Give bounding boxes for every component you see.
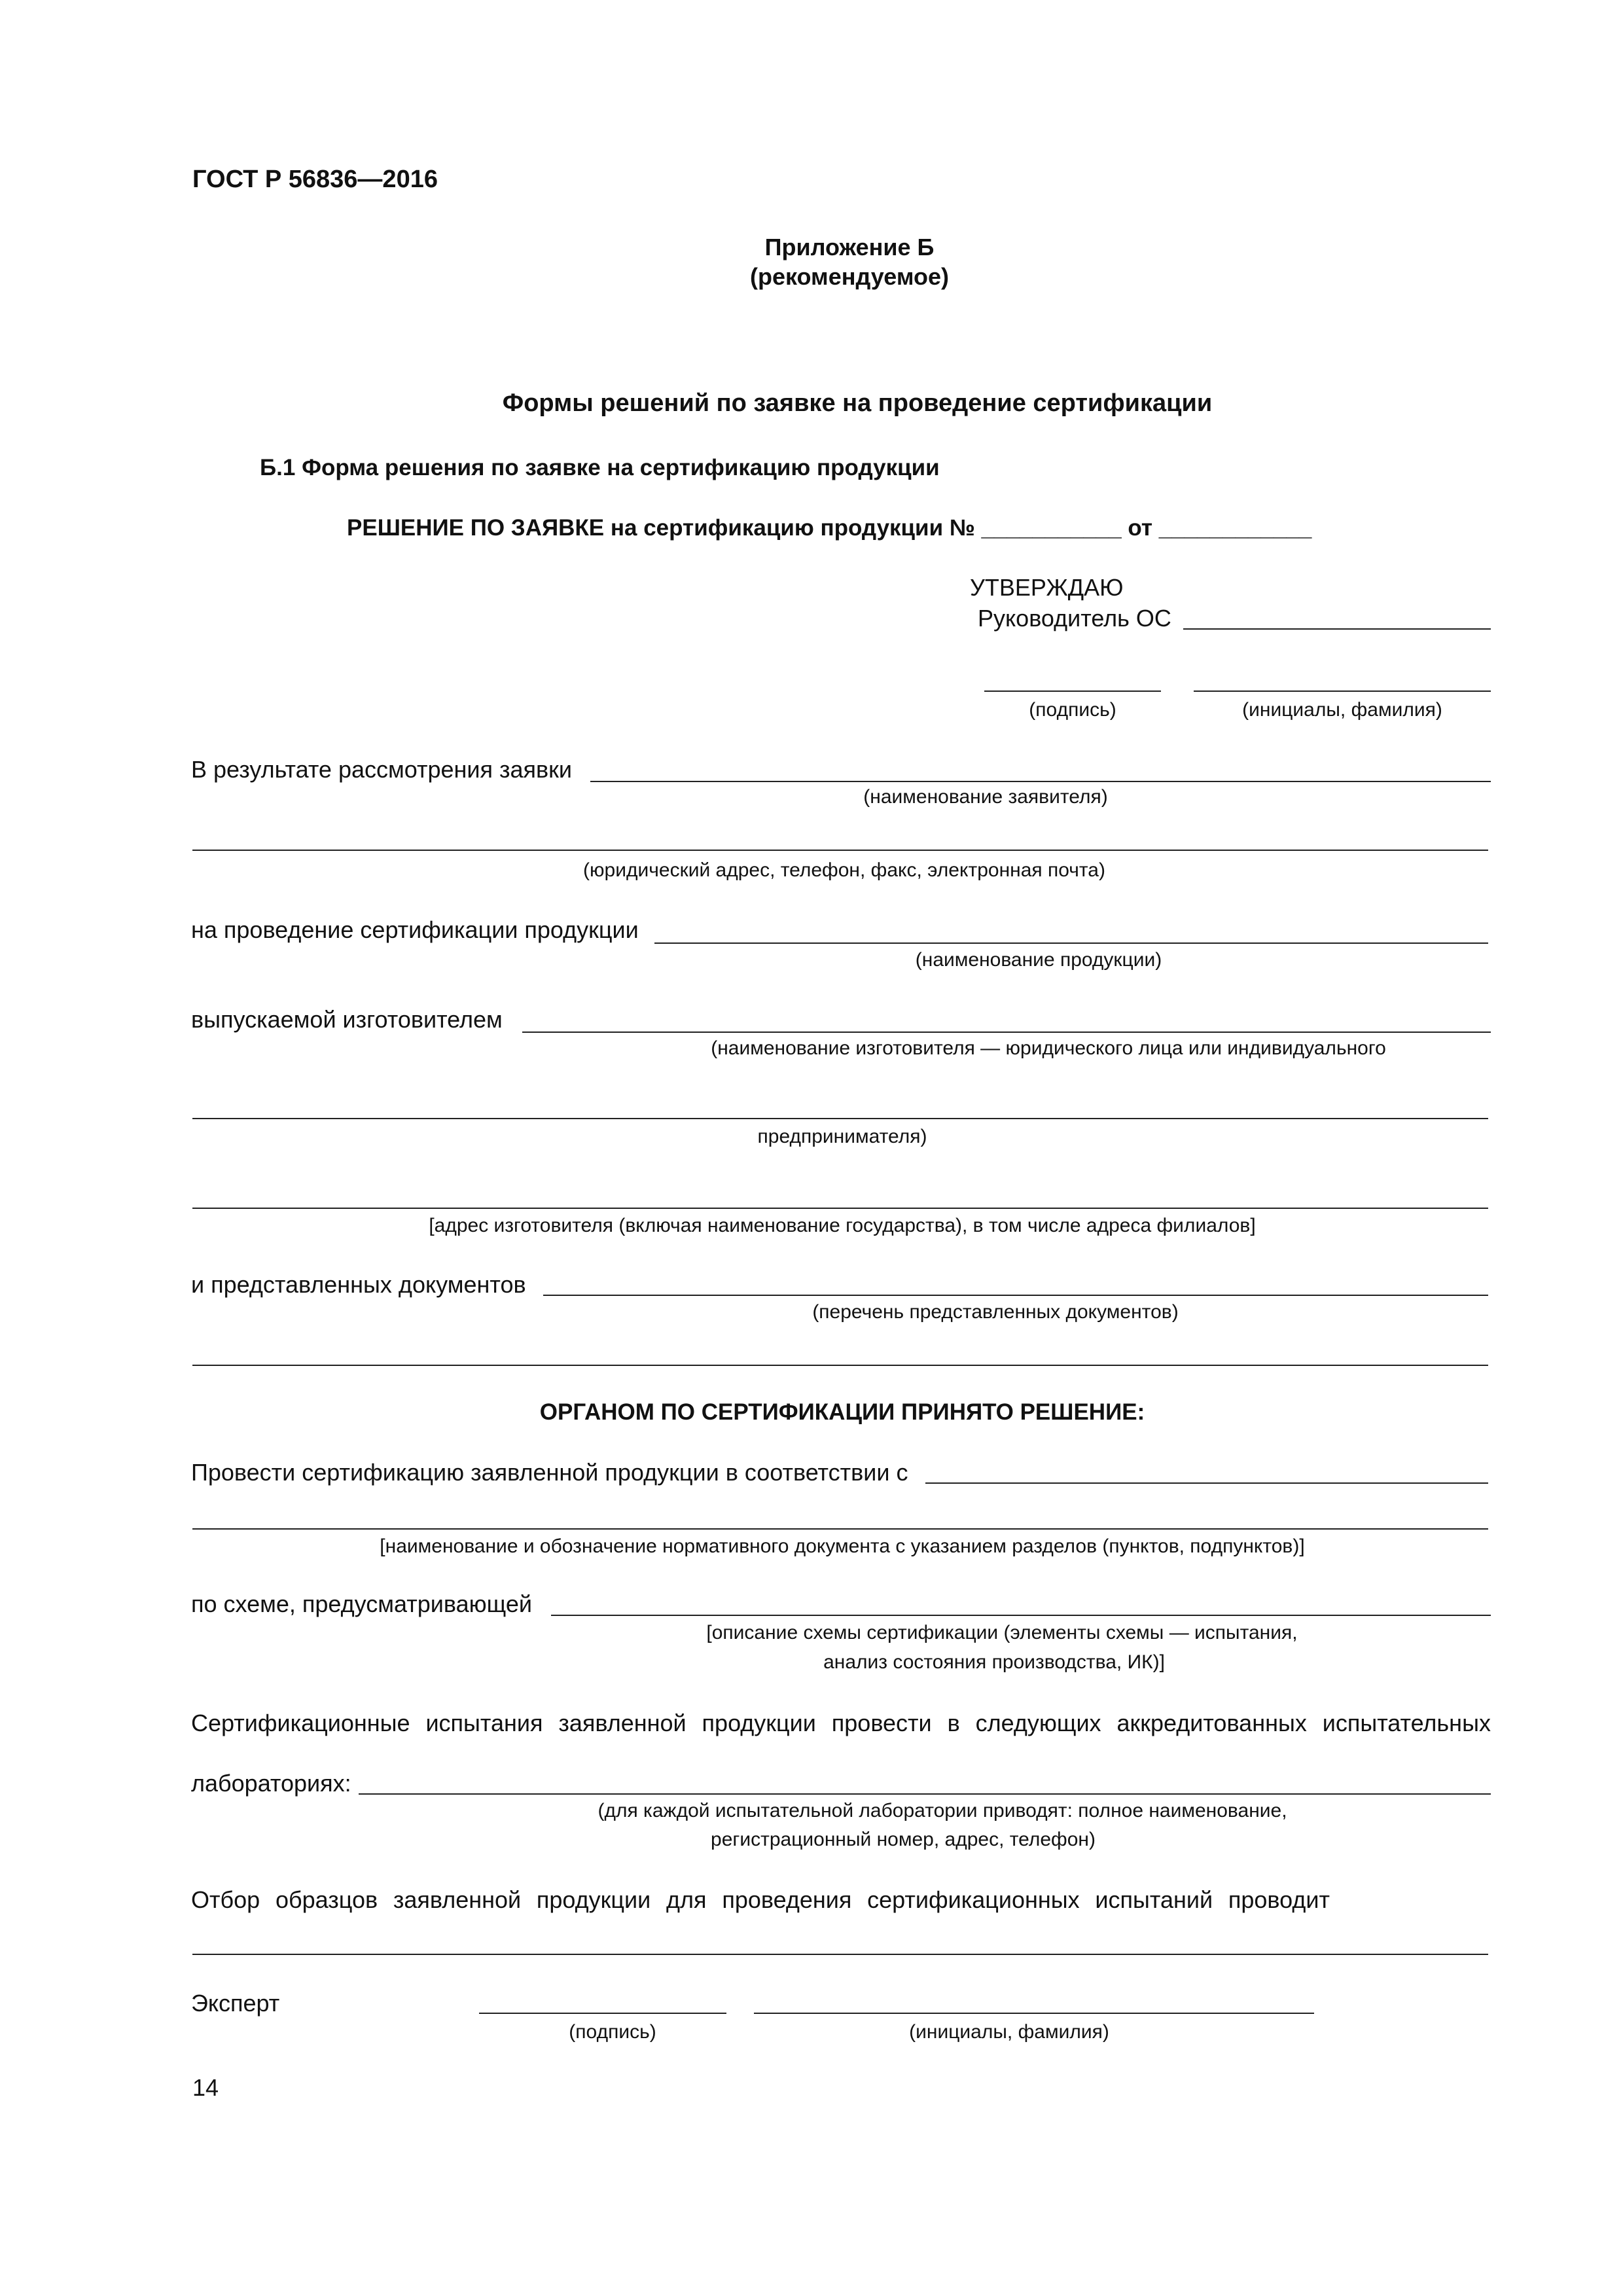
labs-caption-2: регистрационный номер, адрес, телефон) <box>711 1829 1096 1850</box>
head-label: Руководитель ОС <box>978 605 1171 632</box>
signature-line[interactable] <box>984 691 1161 692</box>
sampling-word: испытаний <box>1095 1886 1213 1913</box>
sampling-word: проведения <box>722 1886 852 1913</box>
product-caption: (наименование продукции) <box>915 949 1162 971</box>
approve-label: УТВЕРЖДАЮ <box>970 574 1124 601</box>
address-line[interactable] <box>192 850 1488 851</box>
documents-line[interactable] <box>543 1295 1488 1296</box>
appendix-title: Приложение Б <box>764 234 935 260</box>
documents-caption: (перечень представленных документов) <box>812 1301 1179 1323</box>
tests-word: Сертификационные <box>191 1710 410 1736</box>
sampling-line[interactable] <box>192 1954 1488 1955</box>
expert-name-caption: (инициалы, фамилия) <box>909 2021 1109 2043</box>
sampling-sentence <box>191 1888 1330 1912</box>
tests-word: испытательных <box>1322 1710 1491 1736</box>
applicant-caption: (наименование заявителя) <box>863 786 1108 808</box>
labs-caption-1: (для каждой испытательной лаборатории приводят: полное наименование, <box>597 1800 1287 1821</box>
tests-word: аккредитованных <box>1116 1710 1307 1736</box>
manufacturer-label: выпускаемой изготовителем <box>191 1006 503 1033</box>
documents-line-2[interactable] <box>192 1365 1488 1366</box>
name-caption: (инициалы, фамилия) <box>1242 699 1442 721</box>
tests-word: испытания <box>425 1710 543 1736</box>
applicant-line[interactable] <box>590 781 1491 782</box>
name-line[interactable] <box>1194 691 1491 692</box>
expert-name-line[interactable] <box>754 2013 1314 2014</box>
subsection-title: Б.1 Форма решения по заявке на сертификацию продукции <box>260 455 940 480</box>
labs-line[interactable] <box>359 1793 1491 1795</box>
sampling-word: проводит <box>1228 1886 1330 1913</box>
sampling-word: для <box>666 1886 707 1913</box>
head-name-line[interactable] <box>1183 628 1491 630</box>
normative-caption: [наименование и обозначение нормативного документа с указанием разделов (пунктов, подпунктов)] <box>380 1535 1305 1557</box>
signature-caption: (подпись) <box>1029 699 1116 721</box>
product-line[interactable] <box>654 942 1488 944</box>
labs-label: лабораториях: <box>191 1770 351 1797</box>
manufacturer-caption-1: (наименование изготовителя — юридического лица или индивидуального <box>711 1037 1386 1059</box>
scheme-caption-2: анализ состояния производства, ИК)] <box>823 1651 1165 1673</box>
tests-word: заявленной <box>558 1710 687 1736</box>
standard-number: ГОСТ Р 56836—2016 <box>192 166 438 193</box>
conduct-line[interactable] <box>925 1482 1488 1484</box>
conduct-label: Провести сертификацию заявленной продукции в соответствии с <box>191 1459 908 1486</box>
address-caption: (юридический адрес, телефон, факс, электронная почта) <box>583 859 1105 881</box>
page-number: 14 <box>192 2074 219 2101</box>
documents-label: и представленных документов <box>191 1271 526 1298</box>
expert-signature-line[interactable] <box>479 2013 726 2014</box>
tests-word: провести <box>831 1710 932 1736</box>
tests-word: следующих <box>975 1710 1101 1736</box>
decision-block-heading: ОРГАНОМ ПО СЕРТИФИКАЦИИ ПРИНЯТО РЕШЕНИЕ: <box>539 1399 1145 1425</box>
manufacturer-caption-2: предпринимателя) <box>757 1126 927 1147</box>
manufacturer-line-2[interactable] <box>192 1118 1488 1119</box>
section-title: Формы решений по заявке на проведение сертификации <box>502 389 1213 417</box>
manufacturer-address-line[interactable] <box>192 1208 1488 1209</box>
decision-heading: РЕШЕНИЕ ПО ЗАЯВКЕ на сертификацию продукции № ___________ от ____________ <box>347 515 1312 541</box>
expert-label: Эксперт <box>191 1990 280 2017</box>
tests-sentence <box>191 1712 1491 1735</box>
tests-word: продукции <box>702 1710 816 1736</box>
appendix-status: (рекомендуемое) <box>750 263 949 290</box>
sampling-word: продукции <box>536 1886 651 1913</box>
manufacturer-line[interactable] <box>522 1031 1491 1033</box>
normative-line[interactable] <box>192 1528 1488 1530</box>
sampling-word: заявленной <box>393 1886 522 1913</box>
manufacturer-address-caption: [адрес изготовителя (включая наименование государства), в том числе адреса филиалов] <box>429 1215 1256 1236</box>
scheme-label: по схеме, предусматривающей <box>191 1590 532 1617</box>
product-label: на проведение сертификации продукции <box>191 916 639 943</box>
review-label: В результате рассмотрения заявки <box>191 756 572 783</box>
sampling-word: сертификационных <box>867 1886 1080 1913</box>
sampling-word: образцов <box>275 1886 378 1913</box>
expert-signature-caption: (подпись) <box>569 2021 656 2043</box>
scheme-caption-1: [описание схемы сертификации (элементы схемы — испытания, <box>706 1622 1298 1643</box>
sampling-word: Отбор <box>191 1886 260 1913</box>
scheme-line[interactable] <box>551 1615 1491 1616</box>
tests-word: в <box>947 1710 960 1736</box>
